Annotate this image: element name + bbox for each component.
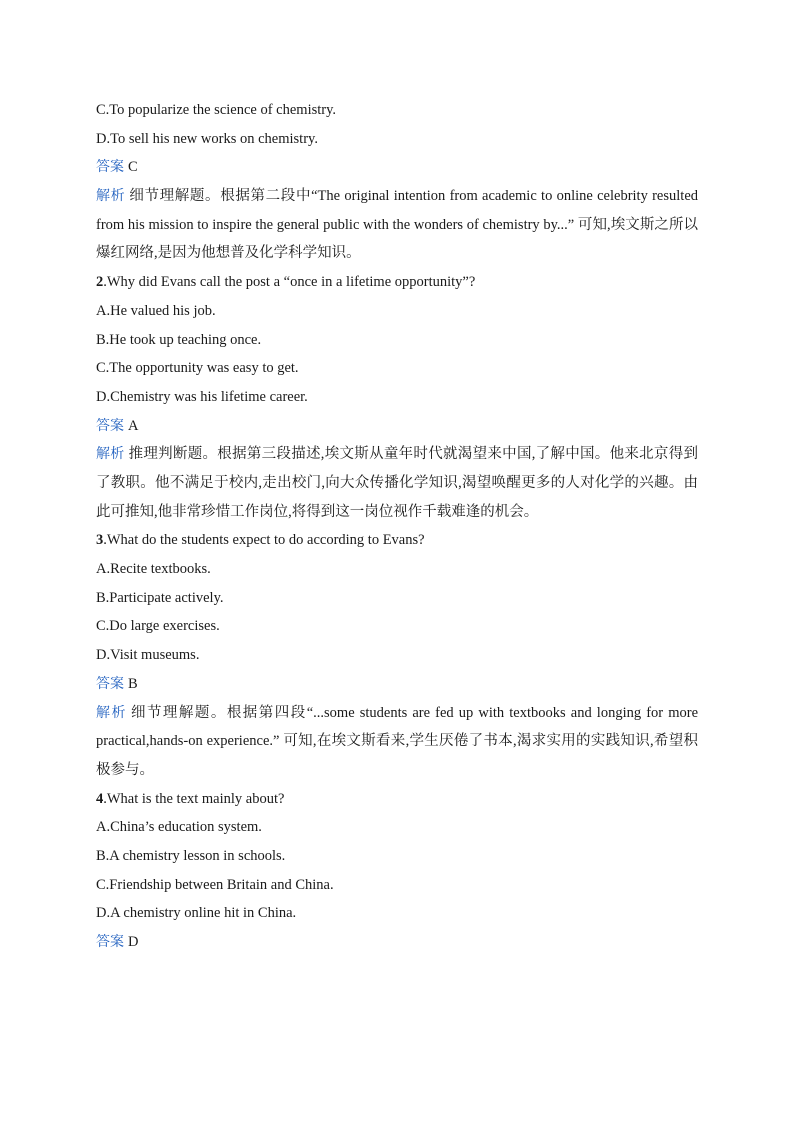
q4-option-c: C.Friendship between Britain and China. (96, 876, 334, 893)
q3-option-c: C.Do large exercises. (96, 618, 220, 635)
document-page (96, 96, 698, 957)
q2-option-d: D.Chemistry was his lifetime career. (96, 388, 308, 405)
q3-stem (96, 526, 698, 555)
analysis-text: 推理判断题。根据第三段描述,埃文斯从童年时代就渴望来中国,了解中国。他来北京得到了教职。他不满足于校内,走出校门,向大众传播化学知识,渴望唤醒更多的人对化学的兴趣。由此可推知,他非常珍惜工作岗位,将得到这一岗位视作千载难逢的机会。 (96, 446, 699, 520)
q4-option-d: D.A chemistry online hit in China. (96, 905, 297, 922)
q3-option-a: A.Recite textbooks. (96, 561, 211, 578)
q2-option-c: C.The opportunity was easy to get. (96, 360, 299, 377)
question-text: .What is the text mainly about? (103, 790, 285, 807)
q3-option-b: B.Participate actively. (96, 589, 224, 606)
analysis-text: 细节理解题。根据第二段中“The original intention from academic to online celebrity resulted from his mission to inspire the general public with the wonders of chemistry by...” 可知,埃文斯之所以爆红网络,是因为他想普及化学科学知识。 (96, 188, 699, 262)
question-text: .Why did Evans call the post a “once in a lifetime opportunity”? (103, 274, 476, 291)
analysis-label: 解析 (96, 446, 125, 463)
q1-answer (96, 153, 698, 182)
answer-value: C (128, 159, 138, 176)
q1-analysis (96, 182, 698, 268)
q2-option-b: B.He took up teaching once. (96, 331, 262, 348)
question-number: 2 (96, 274, 104, 291)
q2-analysis (96, 440, 698, 526)
analysis-label: 解析 (96, 704, 127, 721)
q2-option-a: A.He valued his job. (96, 302, 216, 319)
q3-analysis (96, 699, 698, 785)
q2-stem (96, 268, 698, 297)
answer-label: 答案 (96, 934, 124, 951)
answer-value: B (128, 675, 138, 692)
q3-option-d: D.Visit museums. (96, 647, 200, 664)
q4-answer (96, 928, 698, 957)
question-number: 3 (96, 532, 104, 549)
answer-label: 答案 (96, 417, 124, 434)
q4-option-b: B.A chemistry lesson in schools. (96, 848, 286, 865)
answer-label: 答案 (96, 159, 124, 176)
answer-label: 答案 (96, 675, 124, 692)
question-text: .What do the students expect to do according to Evans? (103, 532, 425, 549)
answer-value: D (128, 934, 139, 951)
q1-option-c: C.To popularize the science of chemistry. (96, 102, 337, 118)
q1-option-d: D.To sell his new works on chemistry. (96, 130, 318, 147)
q3-answer (96, 670, 698, 699)
answer-value: A (128, 417, 139, 434)
analysis-text: 细节理解题。根据第四段“...some students are fed up with textbooks and longing for more practical,hands-on experience.” 可知,在埃文斯看来,学生厌倦了书本,渴求实用的实践知识,希望积极参与。 (96, 704, 699, 778)
q4-stem (96, 785, 698, 814)
q2-answer (96, 412, 698, 441)
q4-option-a: A.China’s education system. (96, 819, 262, 836)
question-number: 4 (96, 790, 104, 807)
analysis-label: 解析 (96, 188, 126, 205)
